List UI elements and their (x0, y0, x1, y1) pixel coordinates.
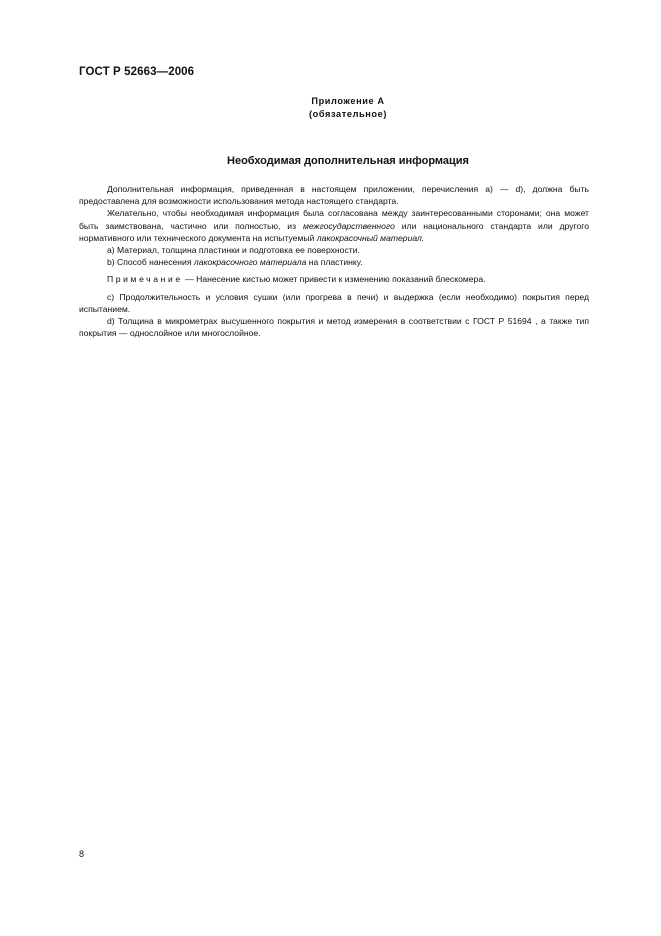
annex-label: Приложение А (311, 96, 385, 106)
page-number: 8 (79, 849, 85, 859)
paragraph-agreement: Желательно, чтобы необходимая информация была согласована между заинтересованными сторонами; она может быть заимствована, частично или полностью, из межгосударственного или национального стандарта или другого нормативного или технического документа на испытуемый лакокрасочный материал. (79, 208, 589, 243)
note-text: — Нанесение кистью может привести к изменению показаний блескомера. (185, 274, 486, 285)
annex-type: (обязательное) (309, 109, 387, 119)
note-label: Примечание (107, 274, 183, 285)
list-item-b: b) Способ нанесения лакокрасочного материала на пластинку. (107, 257, 363, 268)
note (79, 273, 589, 285)
annex-heading (0, 95, 661, 121)
paragraph-intro: Дополнительная информация, приведенная в настоящем приложении, перечисления а) — d), должна быть предоставлена для возможности использования метода настоящего стандарта. (79, 184, 589, 207)
list-item-a: a) Материал, толщина пластинки и подготовка ее поверхности. (107, 245, 360, 256)
document-body (79, 183, 589, 339)
list-item-d: d) Толщина в микрометрах высушенного покрытия и метод измерения в соответствии с ГОСТ Р 51694 , а также тип покрытия — однослойное или многослойное. (79, 316, 589, 339)
standard-header: ГОСТ Р 52663—2006 (79, 66, 195, 78)
section-title: Необходимая дополнительная информация (227, 155, 469, 167)
list-item-c: c) Продолжительность и условия сушки (или прогрева в печи) и выдержка (если необходимо) покрытия перед испытанием. (79, 291, 589, 314)
